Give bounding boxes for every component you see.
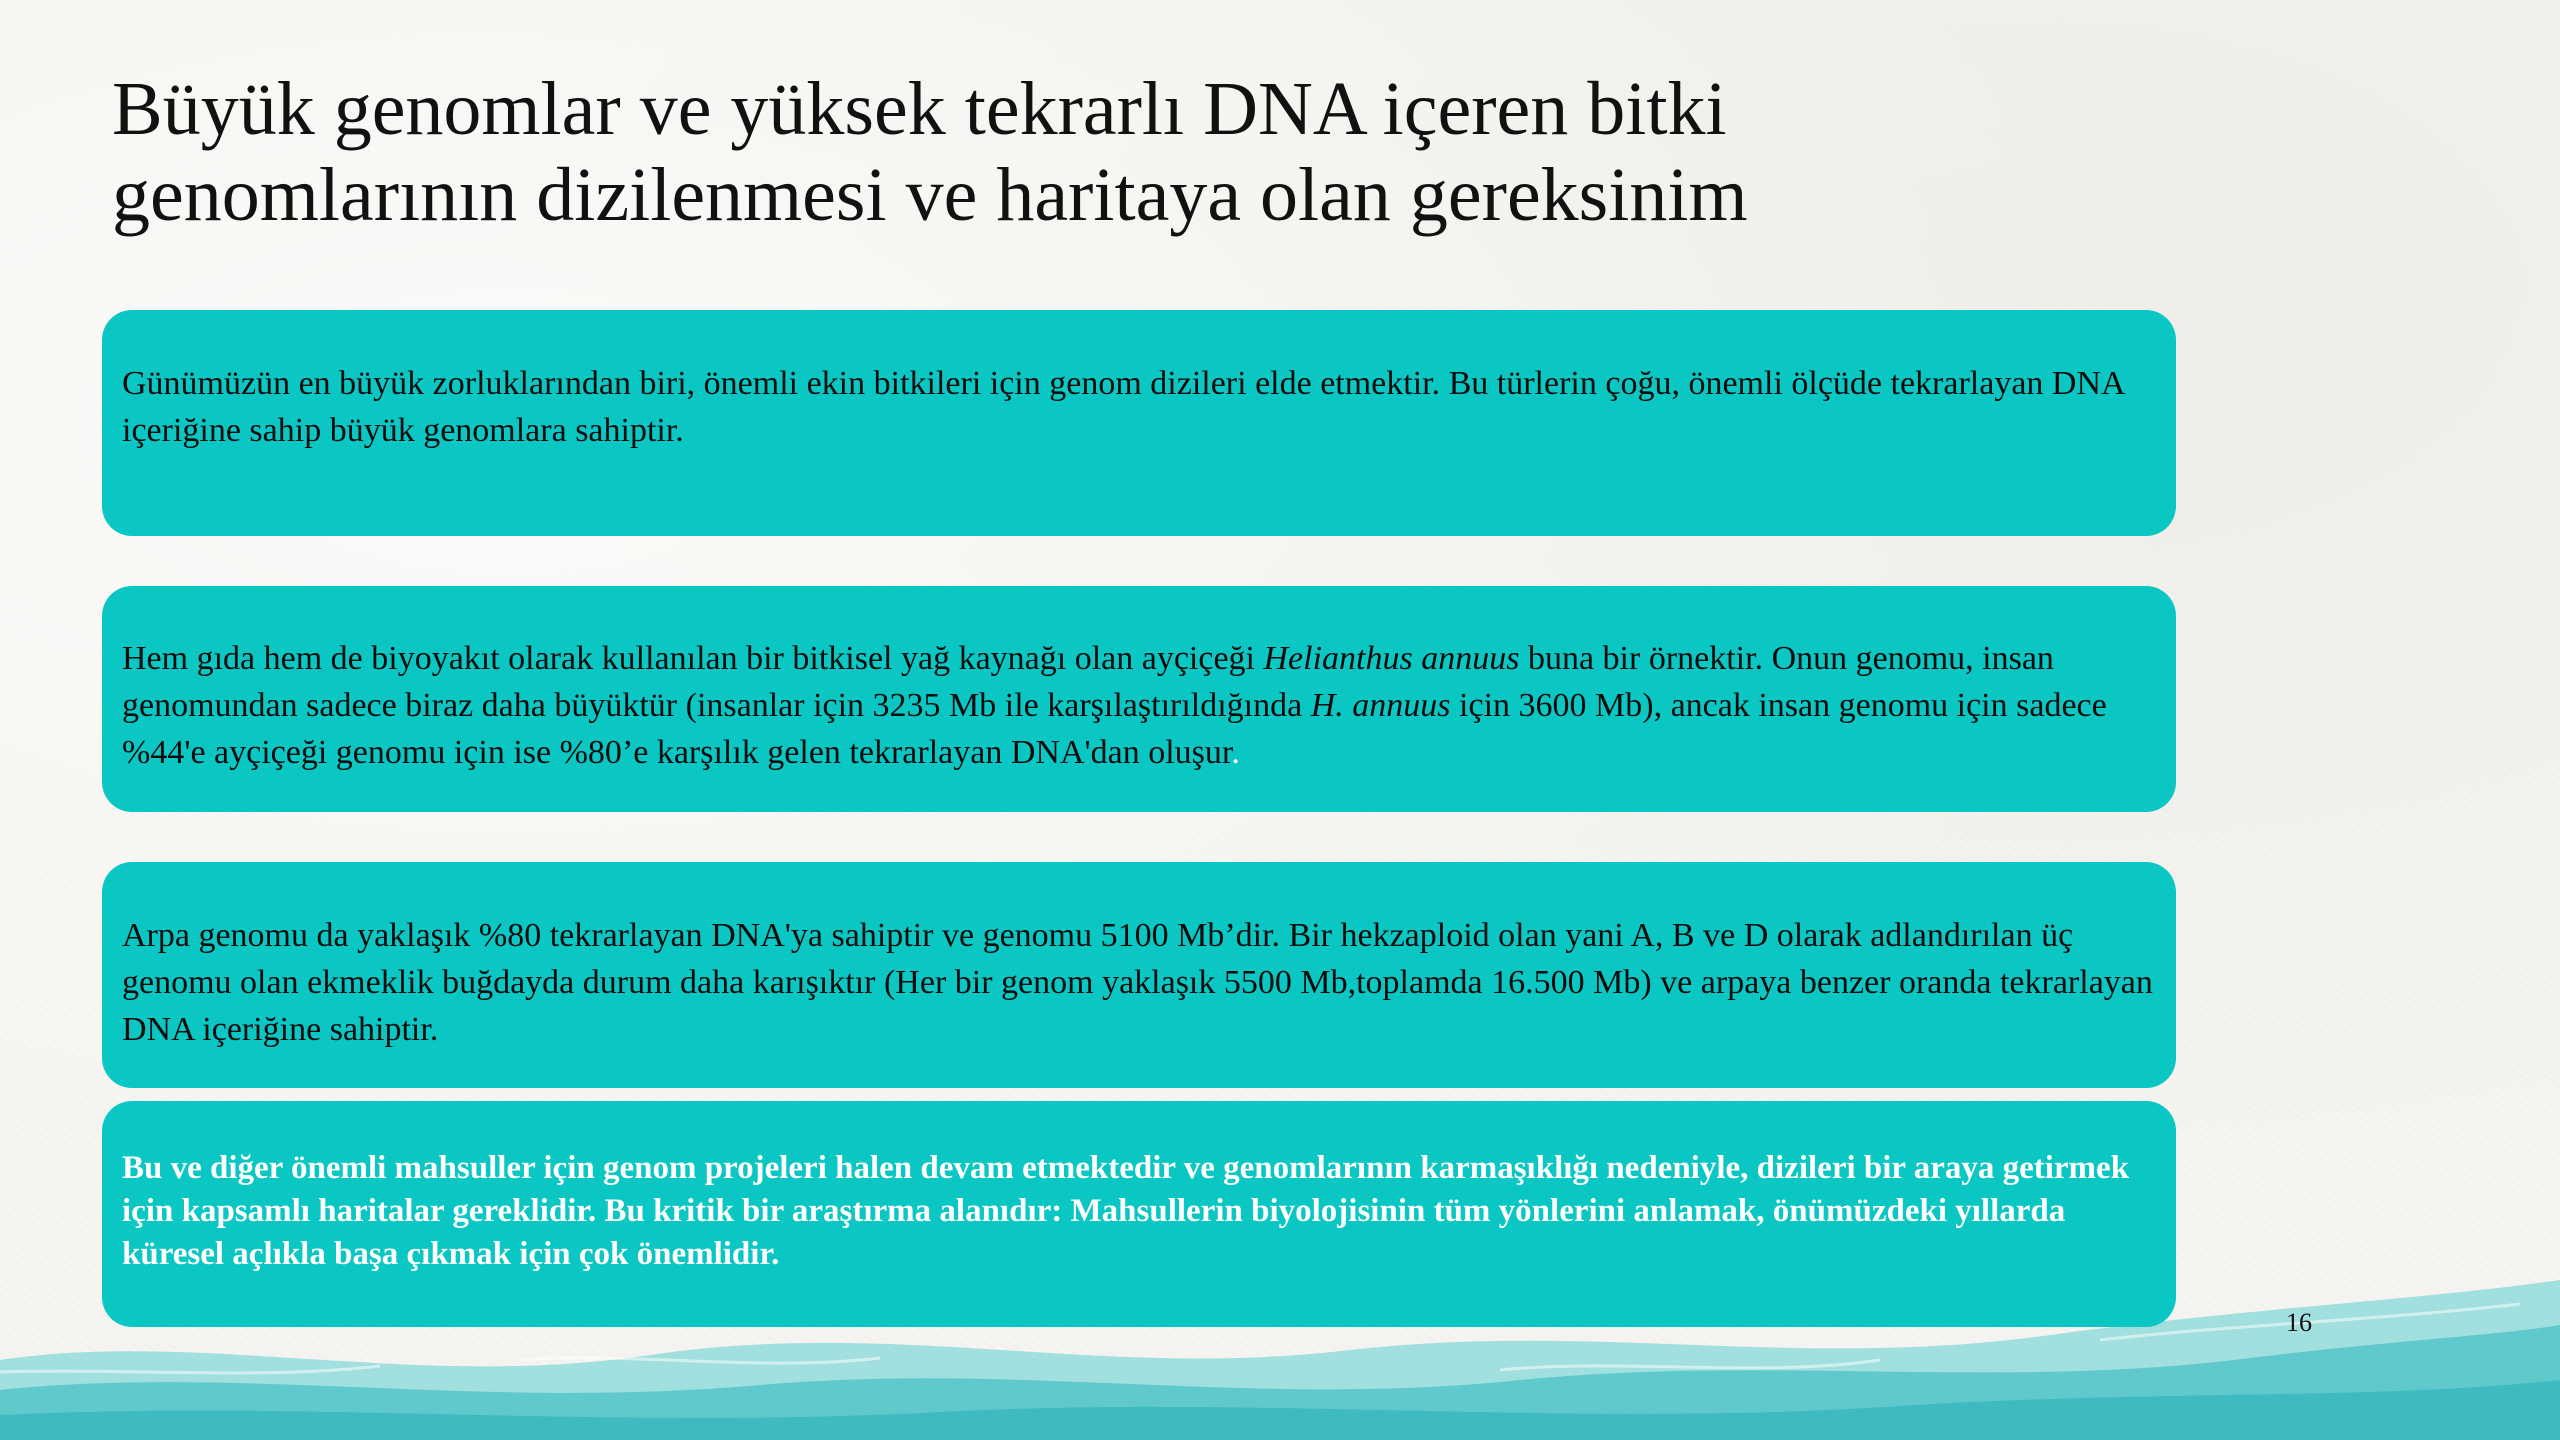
box-2-species-name: Helianthus annuus: [1263, 640, 1520, 677]
content-box-1-text: Günümüzün en büyük zorluklarından biri, önemli ekin bitkileri için genom dizileri elde etmektir. Bu türlerin çoğu, önemli ölçüde tekrarlayan DNA içeriğine sahip büyük genomlara sahiptir.: [122, 365, 2124, 449]
slide-title-line-2: genomlarının dizilenmesi ve haritaya olan gereksinim: [112, 153, 1748, 237]
box-2-text-end: .: [1231, 734, 1240, 771]
content-box-3-text: Arpa genomu da yaklaşık %80 tekrarlayan DNA'ya sahiptir ve genomu 5100 Mb’dir. Bir hekzaploid olan yani A, B ve D olarak adlandırılan üç genomu olan ekmeklik buğdayda durum daha karışıktır (Her bir genom yaklaşık 5500 Mb,toplamda 16.500 Mb) ve arpaya benzer oranda tekrarlayan DNA içeriğine sahiptir.: [122, 917, 2153, 1048]
page-number: 16: [2286, 1308, 2312, 1337]
slide-title: [112, 66, 2312, 238]
box-2-species-abbrev: H. annuus: [1310, 687, 1451, 724]
content-box-3: [102, 862, 2176, 1088]
box-2-text-part-2: buna bir örnektir. Onun genomu, insan genomundan sadece biraz daha büyüktür (insanlar için 3235 Mb ile karşılaştırıldığında: [122, 640, 2054, 724]
slide-title-line-1: Büyük genomlar ve yüksek tekrarlı DNA içeren bitki: [112, 67, 1727, 151]
content-box-2: [102, 586, 2176, 812]
content-box-4: [102, 1101, 2176, 1327]
box-2-text-part-1: Hem gıda hem de biyoyakıt olarak kullanılan bir bitkisel yağ kaynağı olan ayçiçeği: [122, 640, 1264, 677]
content-box-2-text: [122, 635, 2156, 776]
box-2-text-part-3: için 3600 Mb), ancak insan genomu için sadece %44'e ayçiçeği genomu için ise %80’e karşılık gelen tekrarlayan DNA'dan oluşur: [122, 687, 2107, 771]
content-box-1: [102, 310, 2176, 536]
content-box-4-text: Bu ve diğer önemli mahsuller için genom projeleri halen devam etmektedir ve genomlarının karmaşıklığı nedeniyle, dizileri bir araya getirmek için kapsamlı haritalar gereklidir. Bu kritik bir araştırma alanıdır: Mahsullerin biyolojisinin tüm yönlerini anlamak, önümüzdeki yıllarda küresel açlıkla başa çıkmak için çok önemlidir.: [122, 1150, 2130, 1272]
